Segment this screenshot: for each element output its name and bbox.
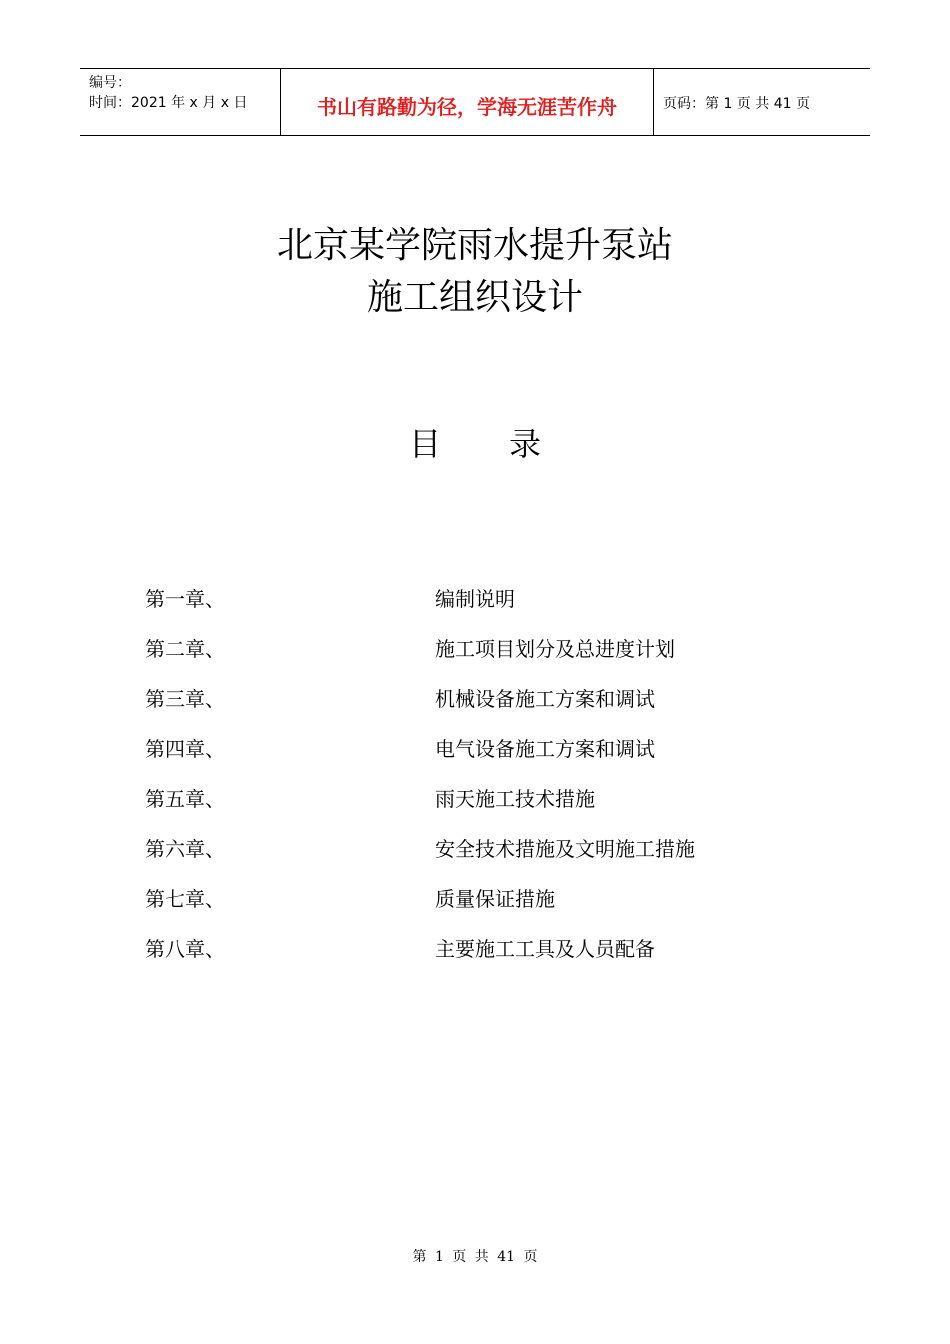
toc-item: [145, 574, 845, 624]
header-motto-cell: [281, 69, 654, 135]
page-footer: 第 1 页 共 41 页: [412, 1249, 538, 1265]
document-time-label: 时间：2021 年 x 月 x 日: [89, 95, 248, 111]
document-title-line2: 施工组织设计: [366, 277, 583, 318]
toc-chapter-name: 编制说明: [435, 587, 515, 611]
toc-chapter-number: 第八章、: [145, 937, 225, 961]
toc-chapter-name: 主要施工工具及人员配备: [435, 937, 655, 961]
toc-item: [145, 774, 845, 824]
toc-chapter-name: 施工项目划分及总进度计划: [435, 637, 675, 661]
header-motto: 书山有路勤为径，学海无涯苦作舟: [317, 94, 617, 119]
toc-chapter-number: 第一章、: [145, 587, 225, 611]
header-meta-cell: [80, 69, 281, 135]
toc-item: [145, 724, 845, 774]
toc-chapter-number: 第二章、: [145, 637, 225, 661]
toc-chapter-name: 雨天施工技术措施: [435, 787, 595, 811]
toc-chapter-number: 第四章、: [145, 737, 225, 761]
toc-heading: 目录: [408, 425, 609, 463]
toc-chapter-name: 安全技术措施及文明施工措施: [435, 837, 695, 861]
toc-chapter-name: 机械设备施工方案和调试: [435, 687, 655, 711]
document-number-label: 编号：: [89, 75, 131, 91]
document-title-line1: 北京某学院雨水提升泵站: [276, 225, 673, 266]
header-page-cell: [654, 69, 870, 135]
toc-chapter-number: 第六章、: [145, 837, 225, 861]
toc-chapter-name: 质量保证措施: [435, 887, 555, 911]
table-of-contents: [145, 574, 845, 974]
toc-chapter-name: 电气设备施工方案和调试: [435, 737, 655, 761]
toc-item: [145, 824, 845, 874]
toc-item: [145, 874, 845, 924]
toc-chapter-number: 第七章、: [145, 887, 225, 911]
header-page-info: 页码：第 1 页 共 41 页: [663, 96, 810, 112]
toc-item: [145, 624, 845, 674]
toc-chapter-number: 第三章、: [145, 687, 225, 711]
toc-item: [145, 924, 845, 974]
toc-chapter-number: 第五章、: [145, 787, 225, 811]
toc-item: [145, 674, 845, 724]
page-header: [80, 68, 870, 136]
